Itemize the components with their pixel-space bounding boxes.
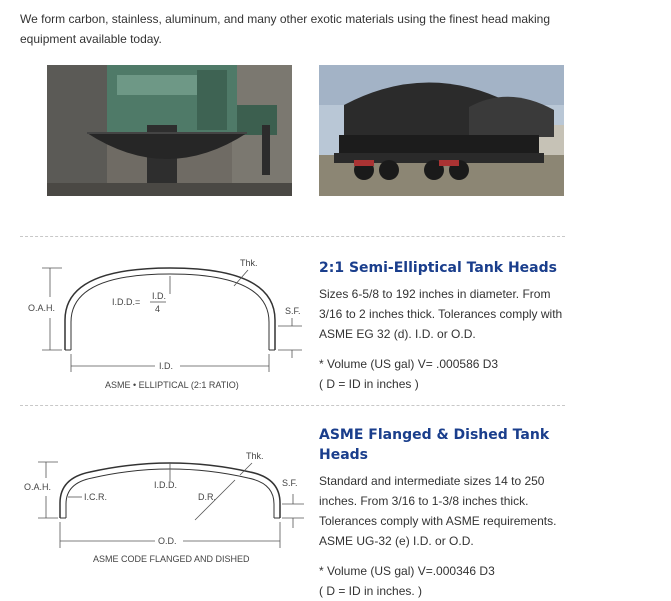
section-divider (20, 236, 565, 237)
od-label: O.D. (158, 536, 177, 546)
semi-elliptical-diagram (20, 252, 310, 397)
oah-label: O.A.H. (28, 303, 56, 313)
oah-label: O.A.H. (24, 482, 52, 492)
section-description: Standard and intermediate sizes 14 to 250 inches. From 3/16 to 1-3/8 inches thick. Tolerances comply with ASME requirements. ASME UG-32 (e) I.D. or O.D. (319, 474, 557, 548)
intro-text: We form carbon, stainless, aluminum, and many other exotic materials using the finest head making equipment available today. (20, 12, 551, 46)
thk-label: Thk. (240, 258, 258, 268)
idd-formula: I.D.D.= (112, 297, 141, 307)
section-description: Sizes 6-5/8 to 192 inches in diameter. From 3/16 to 2 inches thick. Tolerances comply with ASME EG 32 (d). I.D. or O.D. (319, 287, 563, 341)
diagram-caption: ASME CODE FLANGED AND DISHED (93, 554, 250, 564)
section-title: ASME Flanged & Dished Tank Heads (319, 427, 550, 463)
volume-note: ( D = ID in inches. ) (319, 584, 423, 598)
sf-label: S.F. (285, 306, 301, 316)
section-flanged-dished (319, 425, 569, 601)
section-semi-elliptical (319, 258, 569, 394)
section-title: 2:1 Semi-Elliptical Tank Heads (319, 260, 557, 276)
thk-label: Thk. (246, 451, 264, 461)
sf-label: S.F. (282, 478, 298, 488)
diagram-caption: ASME • ELLIPTICAL (2:1 RATIO) (105, 380, 239, 390)
flanged-dished-diagram (20, 448, 310, 578)
icr-label: I.C.R. (84, 492, 108, 502)
idd-label: I.D.D. (154, 480, 178, 490)
volume-note: ( D = ID in inches ) (319, 377, 419, 391)
id-label: I.D. (159, 361, 174, 371)
idd-denominator: 4 (155, 304, 161, 314)
trailer-photo (319, 65, 564, 196)
idd-numerator: I.D. (152, 291, 167, 301)
section-divider (20, 405, 565, 406)
volume-formula: * Volume (US gal) V= .000586 D3 (319, 357, 499, 371)
press-photo (47, 65, 292, 196)
dr-label: D.R. (198, 492, 216, 502)
volume-formula: * Volume (US gal) V=.000346 D3 (319, 564, 495, 578)
